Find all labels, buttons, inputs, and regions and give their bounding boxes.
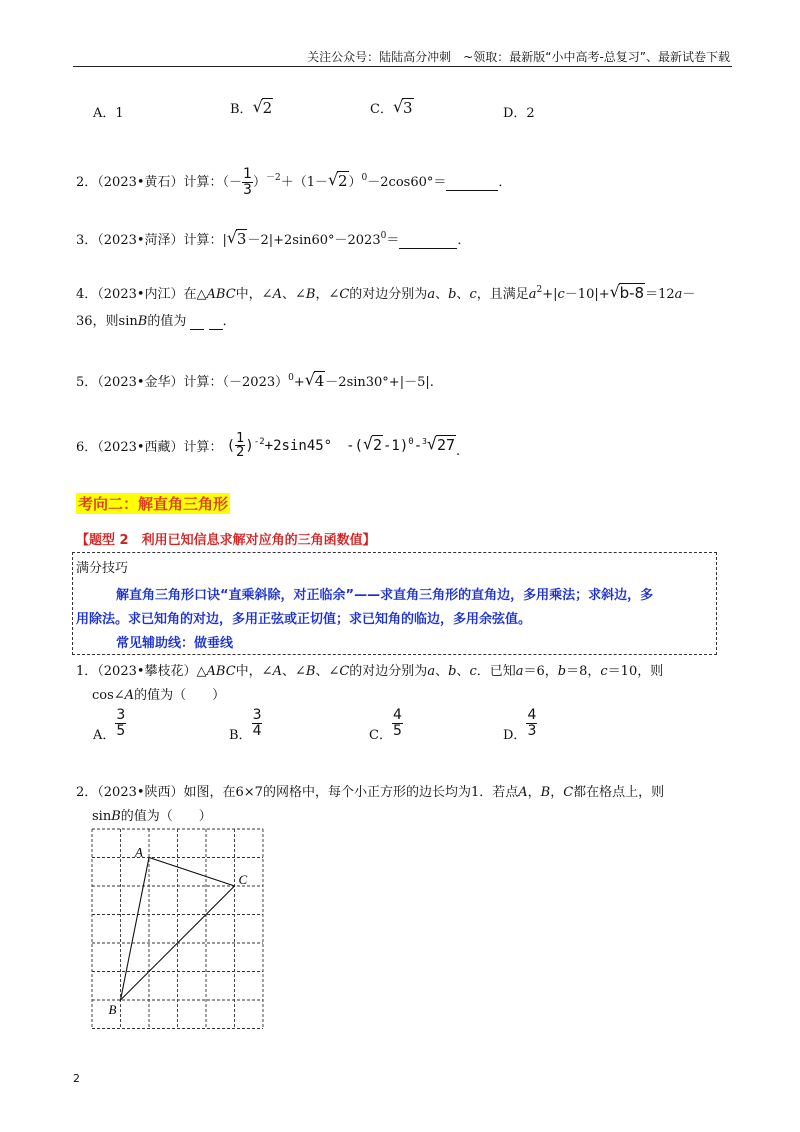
choice-a[interactable]	[93, 708, 126, 743]
numerator: 1	[236, 431, 245, 446]
question-text: +|	[542, 287, 558, 302]
var: c	[469, 664, 477, 679]
choice-b[interactable]	[229, 708, 262, 743]
question-text: 中，∠	[235, 287, 273, 302]
radicand: 4	[314, 372, 325, 390]
numerator: 3	[116, 707, 126, 723]
question-text: 1．（2023•攀枝花）△	[76, 664, 207, 679]
question-text: ＋（1－	[280, 175, 328, 190]
question-text: ．	[498, 175, 512, 190]
question-text: 、	[435, 287, 449, 302]
question-text: 36，则sin	[76, 314, 138, 329]
question-text: ，且满足	[476, 287, 529, 302]
radicand: 3	[402, 99, 413, 117]
option-c	[370, 98, 414, 117]
var: c	[469, 287, 477, 302]
question-text: 2．（2023•陕西）如图，在6×7的网格中，每个小正方形的边长均为1．若点	[76, 785, 519, 800]
grid-figure	[84, 822, 284, 1032]
question-text: ＝	[386, 233, 400, 248]
triangle-name: ABC	[206, 287, 236, 302]
question-text: 、	[456, 287, 470, 302]
question-text: ）	[348, 175, 362, 190]
exponent: -2	[253, 436, 265, 447]
question-text: 3．（2023•菏泽）计算：|	[76, 233, 227, 248]
choice-label: C．	[369, 728, 392, 743]
choice-label: A．	[93, 728, 116, 743]
question-4-line2	[76, 310, 236, 330]
radicand: 3	[236, 230, 247, 248]
denominator: 3	[527, 723, 537, 739]
page-number: 2	[73, 1072, 80, 1085]
expr-part: -	[413, 437, 423, 454]
answer-blank[interactable]	[399, 233, 457, 249]
fraction	[252, 708, 263, 739]
triangle-abc	[121, 858, 235, 1001]
option-c-label: C．	[370, 102, 393, 117]
radicand: 27	[436, 435, 456, 454]
question-text: ．已知	[476, 664, 516, 679]
question-text: ．	[457, 233, 471, 248]
vertex-label-b: B	[108, 1002, 117, 1017]
question-text: 4．（2023•内江）在△	[76, 287, 207, 302]
tips-line-1: 解直角三角形口诀“直乘斜除，对正临余”——求直角三角形的直角边，多用乘法；求斜边，多	[116, 588, 654, 603]
var: A	[124, 688, 135, 703]
fraction	[115, 708, 126, 739]
expr-part: )	[245, 437, 254, 454]
var: A	[272, 287, 282, 302]
question-text: 的值为	[147, 314, 187, 329]
expr-part: (	[226, 437, 236, 454]
sqrt-symbol	[227, 230, 248, 248]
question-text: ＝8，	[566, 664, 601, 679]
var: a	[515, 664, 524, 679]
question-text: 6．（2023•西藏）计算：	[76, 440, 223, 455]
question-text: 5．（2023•金华）计算：（－2023）	[76, 375, 289, 390]
page-header: 关注公众号：陆陆高分冲刺 ~领取：最新版“小中高考-总复习”、最新试卷下载	[307, 50, 730, 64]
header-divider	[73, 66, 732, 67]
exponent: 2	[536, 285, 543, 295]
question-text: ＝6，	[523, 664, 558, 679]
question-text: ＝12	[645, 287, 675, 302]
var: A	[272, 664, 282, 679]
question-text: －2sin30°+|－5|.	[325, 375, 434, 390]
option-d: D．2	[503, 106, 535, 121]
choice-c[interactable]	[369, 708, 403, 743]
denominator: 5	[116, 723, 126, 739]
var: A	[518, 785, 528, 800]
exponent: 0	[288, 373, 294, 383]
question-text: 都在格点上，则	[573, 785, 665, 800]
sqrt-symbol	[393, 99, 414, 117]
var: B	[305, 664, 316, 679]
question-text: 、∠	[281, 287, 306, 302]
numerator: 4	[527, 707, 537, 723]
question-text: 、	[435, 664, 449, 679]
question-text: 的对边分别为	[349, 287, 428, 302]
var: C	[339, 664, 350, 679]
question-text: 、∠	[315, 664, 340, 679]
question-text: ．	[222, 314, 236, 329]
question-text: 、	[456, 664, 470, 679]
question-text: cos∠	[92, 688, 125, 703]
fraction	[235, 432, 245, 459]
question-text: ，∠	[315, 287, 340, 302]
option-b	[230, 98, 273, 117]
expr-part: -1)	[383, 437, 409, 454]
question-text: sin	[92, 809, 112, 824]
tips-title: 满分技巧	[76, 561, 129, 576]
radicand: 2	[372, 435, 382, 454]
fraction	[392, 708, 403, 739]
section-title: 考向二：解直角三角形	[78, 495, 229, 513]
exponent: 0	[408, 436, 414, 447]
fraction	[242, 167, 253, 198]
radicand: 2	[337, 172, 348, 190]
sqrt-symbol	[305, 372, 326, 390]
grid-lines	[92, 829, 263, 1029]
question-text: －	[682, 287, 696, 302]
choice-label: B．	[229, 728, 252, 743]
cube-root-symbol	[427, 436, 456, 454]
var: b	[557, 664, 567, 679]
question-5	[76, 371, 434, 390]
sqrt-symbol	[328, 172, 349, 190]
var: C	[339, 287, 350, 302]
var: a	[427, 287, 436, 302]
radicand: 2	[262, 99, 273, 117]
answer-blank[interactable]	[190, 314, 204, 330]
sqrt-symbol	[253, 99, 274, 117]
question-text: 、∠	[281, 664, 306, 679]
var: a	[427, 664, 436, 679]
var: b	[448, 287, 457, 302]
denominator: 4	[252, 723, 262, 739]
question-text: ＝10，则	[607, 664, 664, 679]
question-4	[76, 283, 695, 302]
expr-part: +2sin45° -(	[264, 437, 363, 454]
question-text: 的对边分别为	[349, 664, 428, 679]
numerator: 3	[252, 707, 262, 723]
fraction	[526, 708, 537, 739]
choice-label: D．	[503, 728, 527, 743]
answer-blank[interactable]	[209, 314, 223, 330]
var: B	[540, 785, 551, 800]
question-text: .	[456, 444, 461, 459]
tips-line-2: 用除法。求已知角的对边，多用正弦或正切值；求已知角的临边，多用余弦值。	[76, 612, 532, 627]
sqrt-symbol	[363, 436, 383, 454]
problem-2	[76, 781, 664, 800]
var: B	[305, 287, 316, 302]
question-text: 2．（2023•黄石）计算：（－	[76, 175, 243, 190]
var: a	[674, 287, 683, 302]
vertex-label-c: C	[238, 872, 248, 887]
numerator: 4	[392, 707, 402, 723]
exponent: －2	[265, 173, 281, 183]
var: C	[563, 785, 574, 800]
triangle-name: ABC	[206, 664, 236, 679]
numerator: 1	[243, 166, 252, 182]
var: c	[600, 664, 608, 679]
question-text: +	[293, 375, 305, 390]
topic-heading: 【题型 2 利用已知信息求解对应角的三角函数值】	[76, 533, 376, 548]
radicand: b-8	[619, 284, 645, 302]
question-text: 的值为（ ）	[134, 688, 226, 703]
question-text: ，	[527, 785, 541, 800]
question-2	[76, 167, 511, 198]
exponent: 0	[361, 173, 368, 183]
answer-blank[interactable]	[446, 175, 498, 191]
var: c	[557, 287, 565, 302]
var: b	[448, 664, 457, 679]
var: B	[111, 809, 121, 824]
denominator: 3	[243, 182, 252, 198]
question-text: 的值为（ ）	[120, 809, 212, 824]
question-text: ）	[252, 175, 266, 190]
problem-1	[76, 660, 663, 679]
expression	[226, 431, 456, 460]
question-text: －10|+	[564, 287, 610, 302]
vertex-label-a: A	[135, 844, 143, 860]
denominator: 2	[236, 445, 245, 460]
question-text: －2cos60°＝	[367, 175, 447, 190]
question-text: －2|+2sin60°－2023	[247, 233, 381, 248]
option-b-label: B．	[230, 102, 253, 117]
problem-1-line2	[92, 684, 225, 703]
var: B	[137, 314, 148, 329]
option-a: A．1	[93, 106, 124, 121]
denominator: 5	[392, 723, 402, 739]
sqrt-symbol	[610, 284, 645, 302]
question-text: ，	[550, 785, 564, 800]
tips-line-3: 常见辅助线：做垂线	[116, 636, 234, 651]
question-3	[76, 229, 470, 249]
choice-d[interactable]	[503, 708, 537, 743]
var: a	[528, 287, 537, 302]
question-text: 中，∠	[235, 664, 273, 679]
root-index: 3	[422, 436, 427, 446]
exponent: 0	[380, 231, 387, 241]
question-6	[76, 432, 460, 459]
